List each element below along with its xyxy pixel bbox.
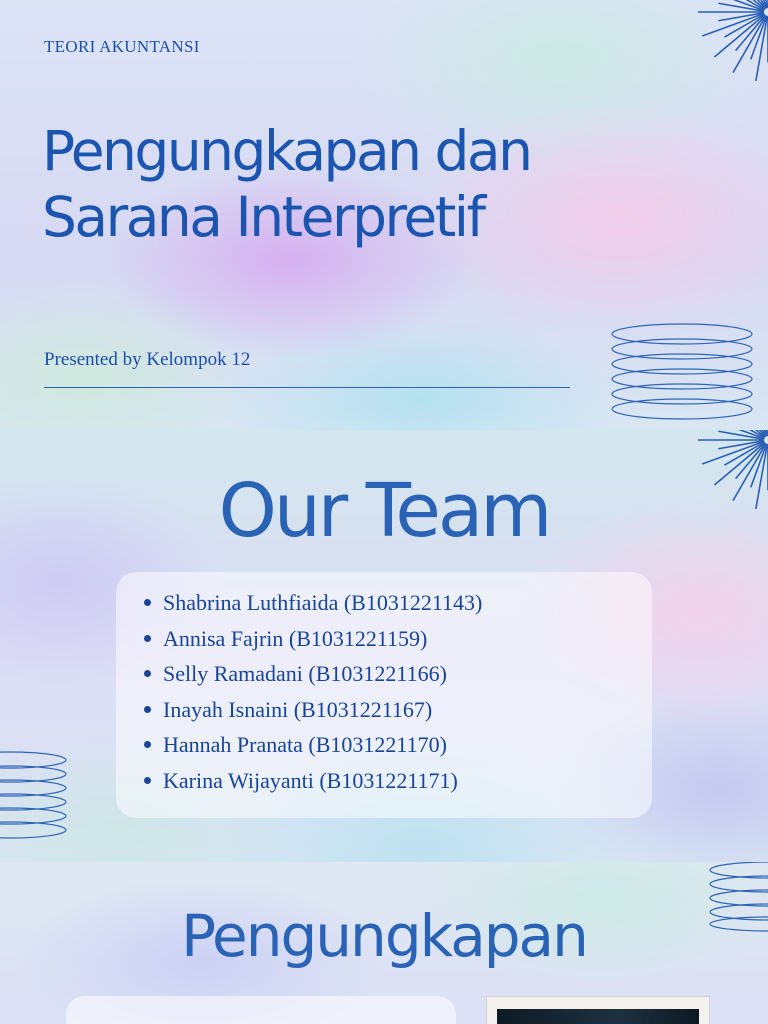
list-item: Inayah Isnaini (B1031221167) [163, 692, 652, 728]
list-item: Shabrina Luthfiaida (B1031221143) [163, 585, 652, 621]
member-list [116, 572, 652, 798]
title-divider [44, 387, 570, 388]
starburst-icon [658, 0, 768, 102]
title-line-1: Pengungkapan dan [42, 119, 531, 183]
slide-team [0, 430, 768, 862]
list-item: Selly Ramadani (B1031221166) [163, 656, 652, 692]
team-title: Our Team [218, 468, 550, 554]
section-title: Pengungkapan [181, 902, 587, 970]
spring-coil-icon [608, 322, 756, 424]
members-card [116, 572, 652, 818]
slide-pengungkapan [0, 862, 768, 1024]
course-label: TEORI AKUNTANSI [44, 37, 200, 56]
presentation-title [42, 118, 662, 250]
list-item: Hannah Pranata (B1031221170) [163, 727, 652, 763]
photo-image [497, 1009, 699, 1024]
content-card [66, 996, 456, 1024]
starburst-icon [680, 430, 768, 530]
list-item: Karina Wijayanti (B1031221171) [163, 763, 652, 799]
title-line-2: Sarana Interpretif [42, 185, 484, 249]
spring-coil-icon [0, 750, 70, 842]
slide-cover [0, 0, 768, 430]
spring-coil-icon [706, 862, 768, 932]
photo-frame [486, 996, 710, 1024]
list-item: Annisa Fajrin (B1031221159) [163, 621, 652, 657]
presenter-label: Presented by Kelompok 12 [44, 349, 251, 370]
